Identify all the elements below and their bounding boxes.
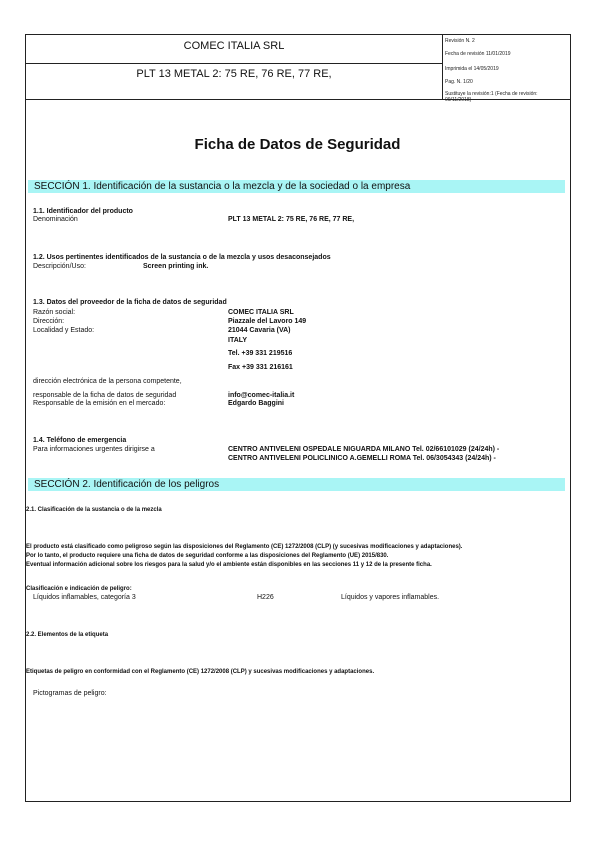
s21-title: 2.1. Clasificación de la sustancia o de la mezcla bbox=[26, 507, 162, 513]
s22-title: 2.2. Elementos de la etiqueta bbox=[26, 632, 109, 638]
s14-line2: CENTRO ANTIVELENI POLICLINICO A.GEMELLI ROMA Tel. 06/3054343 (24/24h) - bbox=[228, 455, 496, 462]
header-company: COMEC ITALIA SRL bbox=[183, 40, 285, 52]
s12-label: Descripción/Uso: bbox=[33, 263, 86, 270]
emision-label: Responsable de la emisión en el mercado: bbox=[33, 400, 166, 407]
email-label: dirección electrónica de la persona competente, bbox=[33, 378, 182, 385]
header-product: PLT 13 METAL 2: 75 RE, 76 RE, 77 RE, bbox=[136, 68, 332, 80]
localidad-label: Localidad y Estado: bbox=[33, 327, 95, 334]
pictograms-label: Pictogramas de peligro: bbox=[33, 690, 107, 697]
s14-label: Para informaciones urgentes dirigirse a bbox=[33, 446, 155, 453]
s12-title: 1.2. Usos pertinentes identificados de la sustancia o de la mezcla y usos desaconsejados bbox=[33, 254, 331, 261]
s14-title: 1.4. Teléfono de emergencia bbox=[33, 437, 127, 444]
header-revision-date: Fecha de revisión 11/01/2019 bbox=[445, 51, 511, 57]
s11-title: 1.1. Identificador del producto bbox=[33, 208, 133, 215]
s22-label-text: Etiquetas de peligro en conformidad con el Reglamento (CE) 1272/2008 (CLP) y sucesivas modificaciones y adaptaciones. bbox=[26, 669, 375, 675]
tel-value: Tel. +39 331 219516 bbox=[228, 350, 293, 357]
s21-para2: Por lo tanto, el producto requiere una ficha de datos de seguridad conforme a las disposiciones del Reglamento (UE) 2015/830. bbox=[26, 553, 389, 559]
header-replaces-line1: Sustituye la revisión:1 (Fecha de revisión: bbox=[445, 91, 538, 97]
header-revision: Revisión N. 2 bbox=[445, 38, 475, 44]
s12-value: Screen printing ink. bbox=[143, 263, 209, 270]
s14-line1: CENTRO ANTIVELENI OSPEDALE NIGUARDA MILANO Tel. 02/66101029 (24/24h) - bbox=[228, 446, 500, 453]
document-title: Ficha de Datos de Seguridad bbox=[194, 136, 401, 153]
clasif-title: Clasificación e indicación de peligro: bbox=[26, 586, 132, 592]
s11-value: PLT 13 METAL 2: 75 RE, 76 RE, 77 RE, bbox=[228, 216, 355, 223]
document-header bbox=[25, 34, 571, 103]
razon-label: Razón social: bbox=[33, 309, 76, 316]
section1-heading: SECCIÓN 1. Identificación de la sustancia o la mezcla y de la sociedad o la empresa bbox=[28, 180, 565, 193]
s21-para3: Eventual información adicional sobre los riesgos para la salud y/o el ambiente están disponibles en las secciones 11 y 12 de la presente ficha. bbox=[26, 562, 432, 568]
section2-heading: SECCIÓN 2. Identificación de los peligros bbox=[28, 478, 565, 491]
direccion-label: Dirección: bbox=[33, 318, 65, 325]
s21-para1: El producto está clasificado como peligroso según las disposiciones del Reglamento (CE) 1272/2008 (CLP) (y sucesivas modificaciones y adaptaciones). bbox=[26, 544, 463, 550]
direccion-value: Piazzale del Lavoro 149 bbox=[228, 318, 307, 325]
razon-value: COMEC ITALIA SRL bbox=[228, 309, 294, 316]
resp-email: info@comec-italia.it bbox=[228, 392, 295, 399]
header-divider-vertical bbox=[442, 35, 443, 99]
fax-value: Fax +39 331 216161 bbox=[228, 364, 293, 371]
header-printed-date: Imprimida el 14/05/2019 bbox=[445, 66, 499, 72]
country-value: ITALY bbox=[228, 337, 248, 344]
s11-label: Denominación bbox=[33, 216, 78, 223]
hazard-code: H226 bbox=[257, 594, 274, 601]
hazard-class: Líquidos inflamables, categoría 3 bbox=[33, 594, 136, 601]
header-page-number: Pag. N. 1/20 bbox=[445, 79, 473, 85]
s13-title: 1.3. Datos del proveedor de la ficha de datos de seguridad bbox=[33, 299, 227, 306]
localidad-value: 21044 Cavaria (VA) bbox=[228, 327, 291, 334]
header-replaces-line2: 09/11/2018) bbox=[445, 97, 472, 103]
header-divider-horizontal bbox=[26, 63, 442, 64]
resp-label: responsable de la ficha de datos de seguridad bbox=[33, 392, 177, 399]
hazard-text: Líquidos y vapores inflamables. bbox=[341, 594, 440, 601]
emision-value: Edgardo Baggini bbox=[228, 400, 284, 407]
